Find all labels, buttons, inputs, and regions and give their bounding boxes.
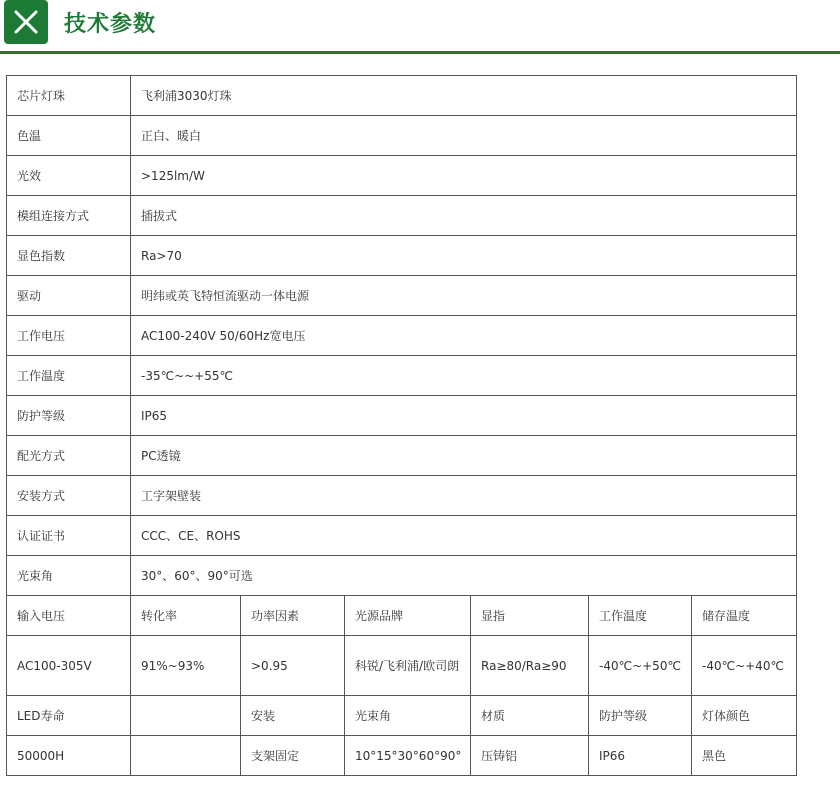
spec-row: [7, 476, 797, 516]
grid-header-cell: 功率因素: [241, 596, 345, 636]
grid-header-cell: 材质: [471, 696, 589, 736]
spec-label: 光束角: [7, 556, 131, 596]
spec-label: 色温: [7, 116, 131, 156]
grid-value-cell: 黑色: [692, 736, 797, 776]
spec-value: IP65: [131, 396, 797, 436]
spec-row: [7, 116, 797, 156]
spec-value: CCC、CE、ROHS: [131, 516, 797, 556]
grid-value-cell: >0.95: [241, 636, 345, 696]
grid-value-row: [7, 636, 797, 696]
grid-value-cell: -40℃~+50℃: [589, 636, 692, 696]
grid-value-cell: [131, 736, 241, 776]
spec-value: 正白、暖白: [131, 116, 797, 156]
spec-value: 工字架壁装: [131, 476, 797, 516]
grid-header-cell: 工作温度: [589, 596, 692, 636]
spec-value: 飞利浦3030灯珠: [131, 76, 797, 116]
spec-row: [7, 76, 797, 116]
spec-value: -35℃~~+55℃: [131, 356, 797, 396]
spec-label: 显色指数: [7, 236, 131, 276]
section-header: [0, 0, 840, 56]
grid-header-cell: 储存温度: [692, 596, 797, 636]
grid-value-cell: 10°15°30°60°90°: [345, 736, 471, 776]
spec-label: 光效: [7, 156, 131, 196]
spec-row: [7, 276, 797, 316]
grid-header-cell: 灯体颜色: [692, 696, 797, 736]
spec-row: [7, 516, 797, 556]
spec-row: [7, 356, 797, 396]
grid-header-row: [7, 696, 797, 736]
spec-row: [7, 556, 797, 596]
spec-label: 模组连接方式: [7, 196, 131, 236]
grid-value-cell: 50000H: [7, 736, 131, 776]
grid-header-cell: 输入电压: [7, 596, 131, 636]
close-x-icon: [4, 0, 48, 44]
header-divider: [0, 51, 840, 54]
grid-value-cell: IP66: [589, 736, 692, 776]
grid-header-cell: 防护等级: [589, 696, 692, 736]
spec-label: 芯片灯珠: [7, 76, 131, 116]
grid-header-cell: 显指: [471, 596, 589, 636]
spec-label: 认证证书: [7, 516, 131, 556]
grid-value-cell: 支架固定: [241, 736, 345, 776]
grid-header-cell: 转化率: [131, 596, 241, 636]
spec-value: 明纬或英飞特恒流驱动一体电源: [131, 276, 797, 316]
spec-label: 配光方式: [7, 436, 131, 476]
spec-table: [6, 75, 797, 776]
grid-value-cell: 91%~93%: [131, 636, 241, 696]
grid-header-cell: [131, 696, 241, 736]
grid-header-row: [7, 596, 797, 636]
spec-label: 驱动: [7, 276, 131, 316]
grid-value-cell: 压铸铝: [471, 736, 589, 776]
spec-value: PC透镜: [131, 436, 797, 476]
grid-header-cell: 光束角: [345, 696, 471, 736]
spec-label: 防护等级: [7, 396, 131, 436]
spec-row: [7, 316, 797, 356]
grid-value-cell: Ra≥80/Ra≥90: [471, 636, 589, 696]
grid-value-cell: AC100-305V: [7, 636, 131, 696]
spec-label: 工作电压: [7, 316, 131, 356]
spec-row: [7, 436, 797, 476]
grid-header-cell: LED寿命: [7, 696, 131, 736]
grid-value-cell: 科锐/飞利浦/欧司朗: [345, 636, 471, 696]
grid-value-row: [7, 736, 797, 776]
spec-value: 30°、60°、90°可选: [131, 556, 797, 596]
spec-value: 插拔式: [131, 196, 797, 236]
spec-row: [7, 236, 797, 276]
grid-header-cell: 安装: [241, 696, 345, 736]
spec-row: [7, 156, 797, 196]
grid-header-cell: 光源品牌: [345, 596, 471, 636]
spec-row: [7, 196, 797, 236]
grid-value-cell: -40℃~+40℃: [692, 636, 797, 696]
spec-row: [7, 396, 797, 436]
page-title: 技术参数: [64, 12, 157, 37]
spec-value: >125lm/W: [131, 156, 797, 196]
spec-label: 工作温度: [7, 356, 131, 396]
spec-value: Ra>70: [131, 236, 797, 276]
spec-value: AC100-240V 50/60Hz宽电压: [131, 316, 797, 356]
spec-label: 安装方式: [7, 476, 131, 516]
